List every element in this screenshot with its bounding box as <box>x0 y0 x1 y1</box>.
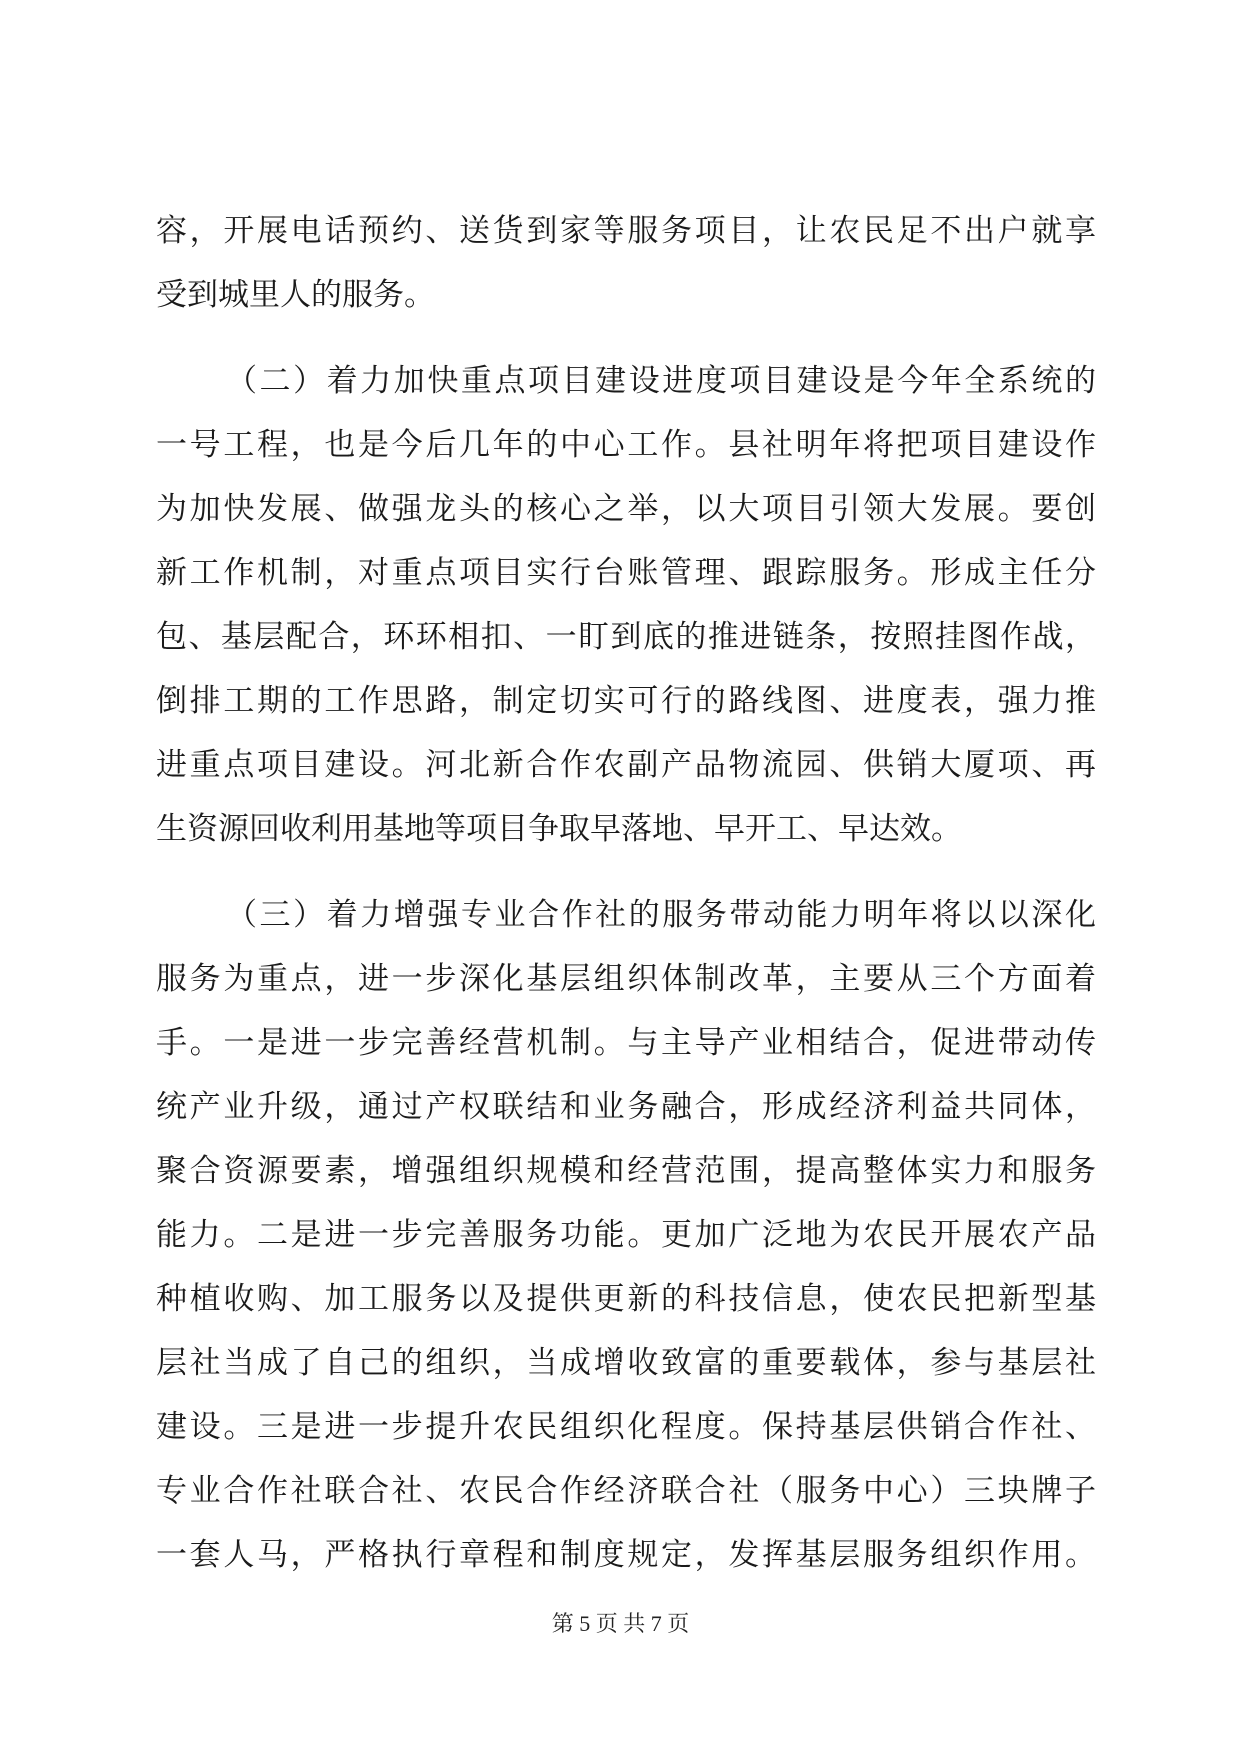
text-line: 聚合资源要素，增强组织规模和经营范围，提高整体实力和服务 <box>156 1153 1096 1189</box>
text-line: 进重点项目建设。河北新合作农副产品物流园、供销大厦项、再 <box>156 747 1096 783</box>
text-line: 层社当成了自己的组织，当成增收致富的重要载体，参与基层社 <box>156 1345 1096 1381</box>
text-line: 统产业升级，通过产权联结和业务融合，形成经济利益共同体， <box>156 1089 1096 1125</box>
text-line: 生资源回收利用基地等项目争取早落地、早开工、早达效。 <box>156 811 962 847</box>
text-line: （三）着力增强专业合作社的服务带动能力明年将以以深化 <box>226 897 1096 933</box>
page-number-footer: 第 5 页 共 7 页 <box>551 1611 690 1636</box>
text-line: 倒排工期的工作思路，制定切实可行的路线图、进度表，强力推 <box>156 683 1096 719</box>
text-line: 种植收购、加工服务以及提供更新的科技信息，使农民把新型基 <box>156 1281 1096 1317</box>
text-line: 建设。三是进一步提升农民组织化程度。保持基层供销合作社、 <box>156 1409 1096 1445</box>
text-line: 能力。二是进一步完善服务功能。更加广泛地为农民开展农产品 <box>156 1217 1096 1253</box>
text-line: 专业合作社联合社、农民合作经济联合社（服务中心）三块牌子 <box>156 1473 1096 1509</box>
text-line: 受到城里人的服务。 <box>156 277 435 313</box>
text-line: 新工作机制，对重点项目实行台账管理、跟踪服务。形成主任分 <box>156 555 1096 591</box>
text-line: 容，开展电话预约、送货到家等服务项目，让农民足不出户就享 <box>156 213 1096 249</box>
text-line: （二）着力加快重点项目建设进度项目建设是今年全系统的 <box>226 363 1096 399</box>
text-line: 为加快发展、做强龙头的核心之举，以大项目引领大发展。要创 <box>156 491 1096 527</box>
text-line: 服务为重点，进一步深化基层组织体制改革，主要从三个方面着 <box>156 961 1096 997</box>
text-line: 包、基层配合，环环相扣、一盯到底的推进链条，按照挂图作战， <box>156 619 1096 655</box>
text-line: 一号工程，也是今后几年的中心工作。县社明年将把项目建设作 <box>156 427 1096 463</box>
text-line: 手。一是进一步完善经营机制。与主导产业相结合，促进带动传 <box>156 1025 1096 1061</box>
text-line: 一套人马，严格执行章程和制度规定，发挥基层服务组织作用。 <box>156 1537 1096 1573</box>
